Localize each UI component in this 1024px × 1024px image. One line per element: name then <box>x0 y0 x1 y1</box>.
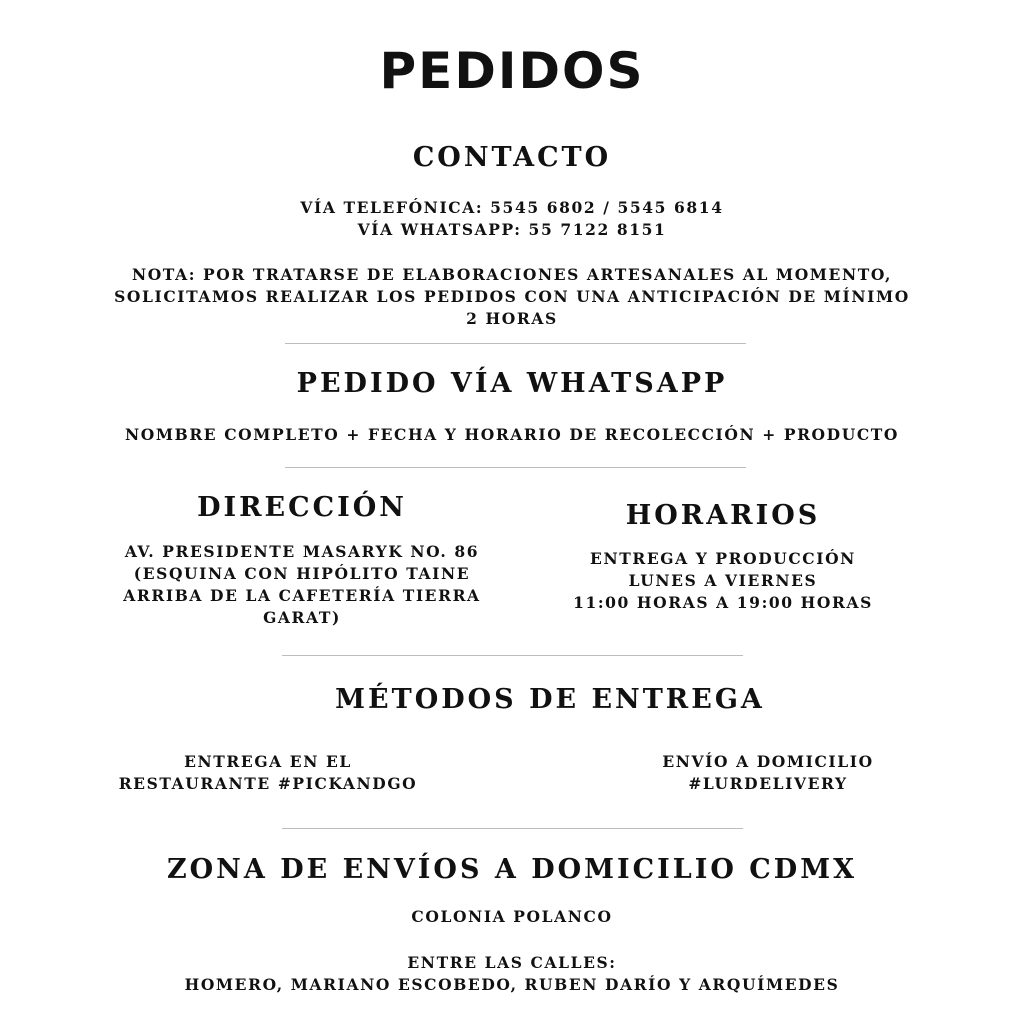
page-title: PEDIDOS <box>379 42 645 100</box>
delivery-zone-heading: ZONA DE ENVÍOS A DOMICILIO CDMX <box>166 854 858 885</box>
contact-block <box>0 197 1024 241</box>
delivery-line: #LURDELIVERY <box>688 774 848 793</box>
streets-list: HOMERO, MARIANO ESCOBEDO, RUBEN DARÍO Y ARQUÍMEDES <box>184 975 840 994</box>
divider <box>285 467 746 468</box>
note-line: 2 HORAS <box>466 309 558 328</box>
address-line: AV. PRESIDENTE MASARYK NO. 86 <box>124 542 480 561</box>
delivery-line: ENVÍO A DOMICILIO <box>662 752 874 771</box>
address-line: GARAT) <box>263 608 341 627</box>
divider <box>282 655 743 656</box>
whatsapp-order-heading: PEDIDO VÍA WHATSAPP <box>296 368 728 399</box>
note-line: NOTA: POR TRATARSE DE ELABORACIONES ARTESANALES AL MOMENTO, <box>131 265 893 284</box>
divider <box>282 828 743 829</box>
whatsapp-line: VÍA WHATSAPP: 55 7122 8151 <box>357 220 667 239</box>
home-delivery-method <box>618 751 918 795</box>
pickup-line: RESTAURANTE #PICKANDGO <box>118 774 418 793</box>
order-note <box>0 264 1024 330</box>
pickup-method <box>88 751 448 795</box>
delivery-methods-heading: MÉTODOS DE ENTREGA <box>335 684 765 715</box>
hours-line: LUNES A VIERNES <box>628 571 818 590</box>
delivery-zone-streets <box>0 952 1024 996</box>
address-line: ARRIBA DE LA CAFETERÍA TIERRA <box>123 586 481 605</box>
address-line: (ESQUINA CON HIPÓLITO TAINE <box>133 564 471 583</box>
streets-label: ENTRE LAS CALLES: <box>407 953 617 972</box>
note-line: SOLICITAMOS REALIZAR LOS PEDIDOS CON UNA ANTICIPACIÓN DE MÍNIMO <box>114 287 910 306</box>
hours-line: 11:00 HORAS A 19:00 HORAS <box>573 593 873 612</box>
pickup-line: ENTREGA EN EL <box>184 752 352 771</box>
delivery-zone-colonia: COLONIA POLANCO <box>411 907 613 926</box>
hours-block <box>523 548 923 614</box>
address-heading: DIRECCIÓN <box>197 492 407 523</box>
address-block <box>102 541 502 629</box>
contact-heading: CONTACTO <box>412 142 612 173</box>
divider <box>285 343 746 344</box>
whatsapp-order-format: NOMBRE COMPLETO + FECHA Y HORARIO DE RECOLECCIÓN + PRODUCTO <box>124 425 899 444</box>
phone-line: VÍA TELEFÓNICA: 5545 6802 / 5545 6814 <box>300 198 724 217</box>
hours-line: ENTREGA Y PRODUCCIÓN <box>590 549 856 568</box>
hours-heading: HORARIOS <box>625 500 821 531</box>
